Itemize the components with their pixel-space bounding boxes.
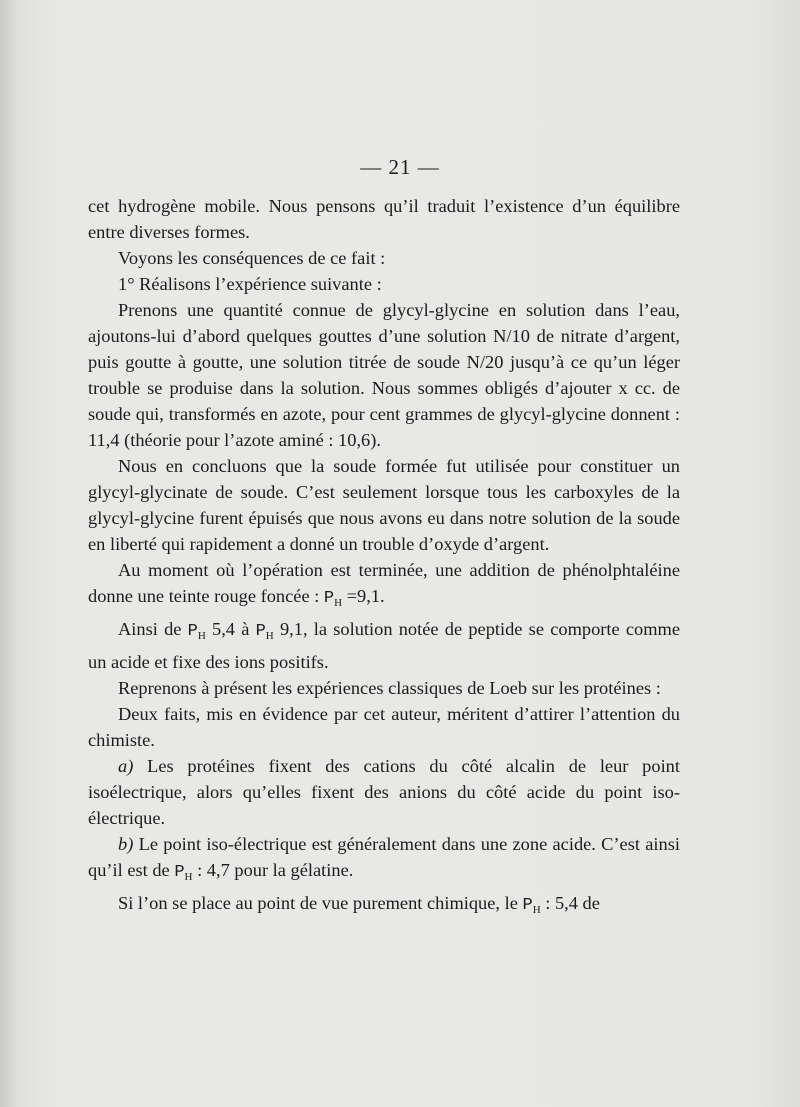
text-run: 5,4 à bbox=[205, 619, 256, 639]
paragraph bbox=[88, 557, 680, 616]
ph-subscript: H bbox=[184, 871, 193, 883]
ph-symbol: P bbox=[174, 863, 185, 882]
ph-subscript: H bbox=[334, 597, 343, 609]
paragraph: Voyons les conséquences de ce fait : bbox=[118, 248, 386, 268]
text-run: Le point iso-électrique est généralement dans une zone acide. C’est ainsi qu’il est de bbox=[88, 834, 680, 880]
ph-subscript: H bbox=[532, 904, 541, 916]
ph-symbol: P bbox=[255, 622, 266, 641]
list-label: b) bbox=[118, 834, 134, 854]
text-run: Les protéines fixent des cations du côté alcalin de leur point isoélectrique, alors qu’elles fixent des anions du côté acide du point iso-électrique. bbox=[88, 756, 680, 828]
paragraph: Prenons une quantité connue de glycyl-glycine en solution dans l’eau, ajoutons-lui d’abord quelques gouttes d’une solution N/10 de nitrate d’argent, puis goutte à goutte, une solution titrée de soude N/20 jusqu’à ce qu’un léger trouble se produise dans la solution. Nous sommes obligés d’ajouter x cc. de soude qui, transformés en azote, pour cent grammes de glycyl-glycine donnent : 11,4 (théorie pour l’azote aminé : 10,6). bbox=[88, 300, 680, 450]
text-run: Au moment où l’opération est terminée, une addition de phénolphtaléine donne une teinte rouge foncée : bbox=[88, 560, 680, 606]
paragraph: Reprenons à présent les expériences classiques de Loeb sur les protéines : bbox=[118, 678, 661, 698]
page-number: — 21 — bbox=[360, 155, 440, 179]
ph-symbol: P bbox=[323, 589, 335, 608]
paragraph bbox=[88, 616, 680, 675]
ph-subscript: H bbox=[265, 630, 274, 642]
text-run: Si l’on se place au point de vue purement chimique, le bbox=[118, 893, 523, 913]
list-label: a) bbox=[118, 756, 134, 776]
body-text bbox=[88, 193, 680, 923]
paragraph: Nous en concluons que la soude formée fut utilisée pour constituer un glycyl-glycinate de soude. C’est seulement lorsque tous les carboxyles de la glycyl-glycine furent épuisés que nous avons eu dans notre solution de la soude en liberté qui rapidement a donné un trouble d’oxyde d’argent. bbox=[88, 456, 680, 554]
ph-symbol: P bbox=[187, 622, 198, 641]
text-run: : 4,7 pour la gélatine. bbox=[192, 860, 354, 880]
paragraph bbox=[88, 753, 680, 831]
text-run: =9,1. bbox=[342, 586, 385, 606]
paragraph bbox=[88, 831, 680, 890]
paragraph bbox=[88, 890, 680, 923]
paragraph: 1° Réalisons l’expérience suivante : bbox=[118, 274, 382, 294]
text-run: Ainsi de bbox=[118, 619, 188, 639]
ph-symbol: P bbox=[522, 896, 533, 915]
paragraph: Deux faits, mis en évidence par cet auteur, méritent d’attirer l’attention du chimiste. bbox=[88, 704, 680, 750]
text-run: 9,1, la solution notée de peptide se comporte comme un acide et fixe des ions positifs. bbox=[88, 619, 681, 672]
ph-subscript: H bbox=[197, 630, 206, 642]
paragraph: cet hydrogène mobile. Nous pensons qu’il traduit l’existence d’un équilibre entre diverses formes. bbox=[88, 196, 680, 242]
text-run: : 5,4 de bbox=[540, 893, 600, 913]
